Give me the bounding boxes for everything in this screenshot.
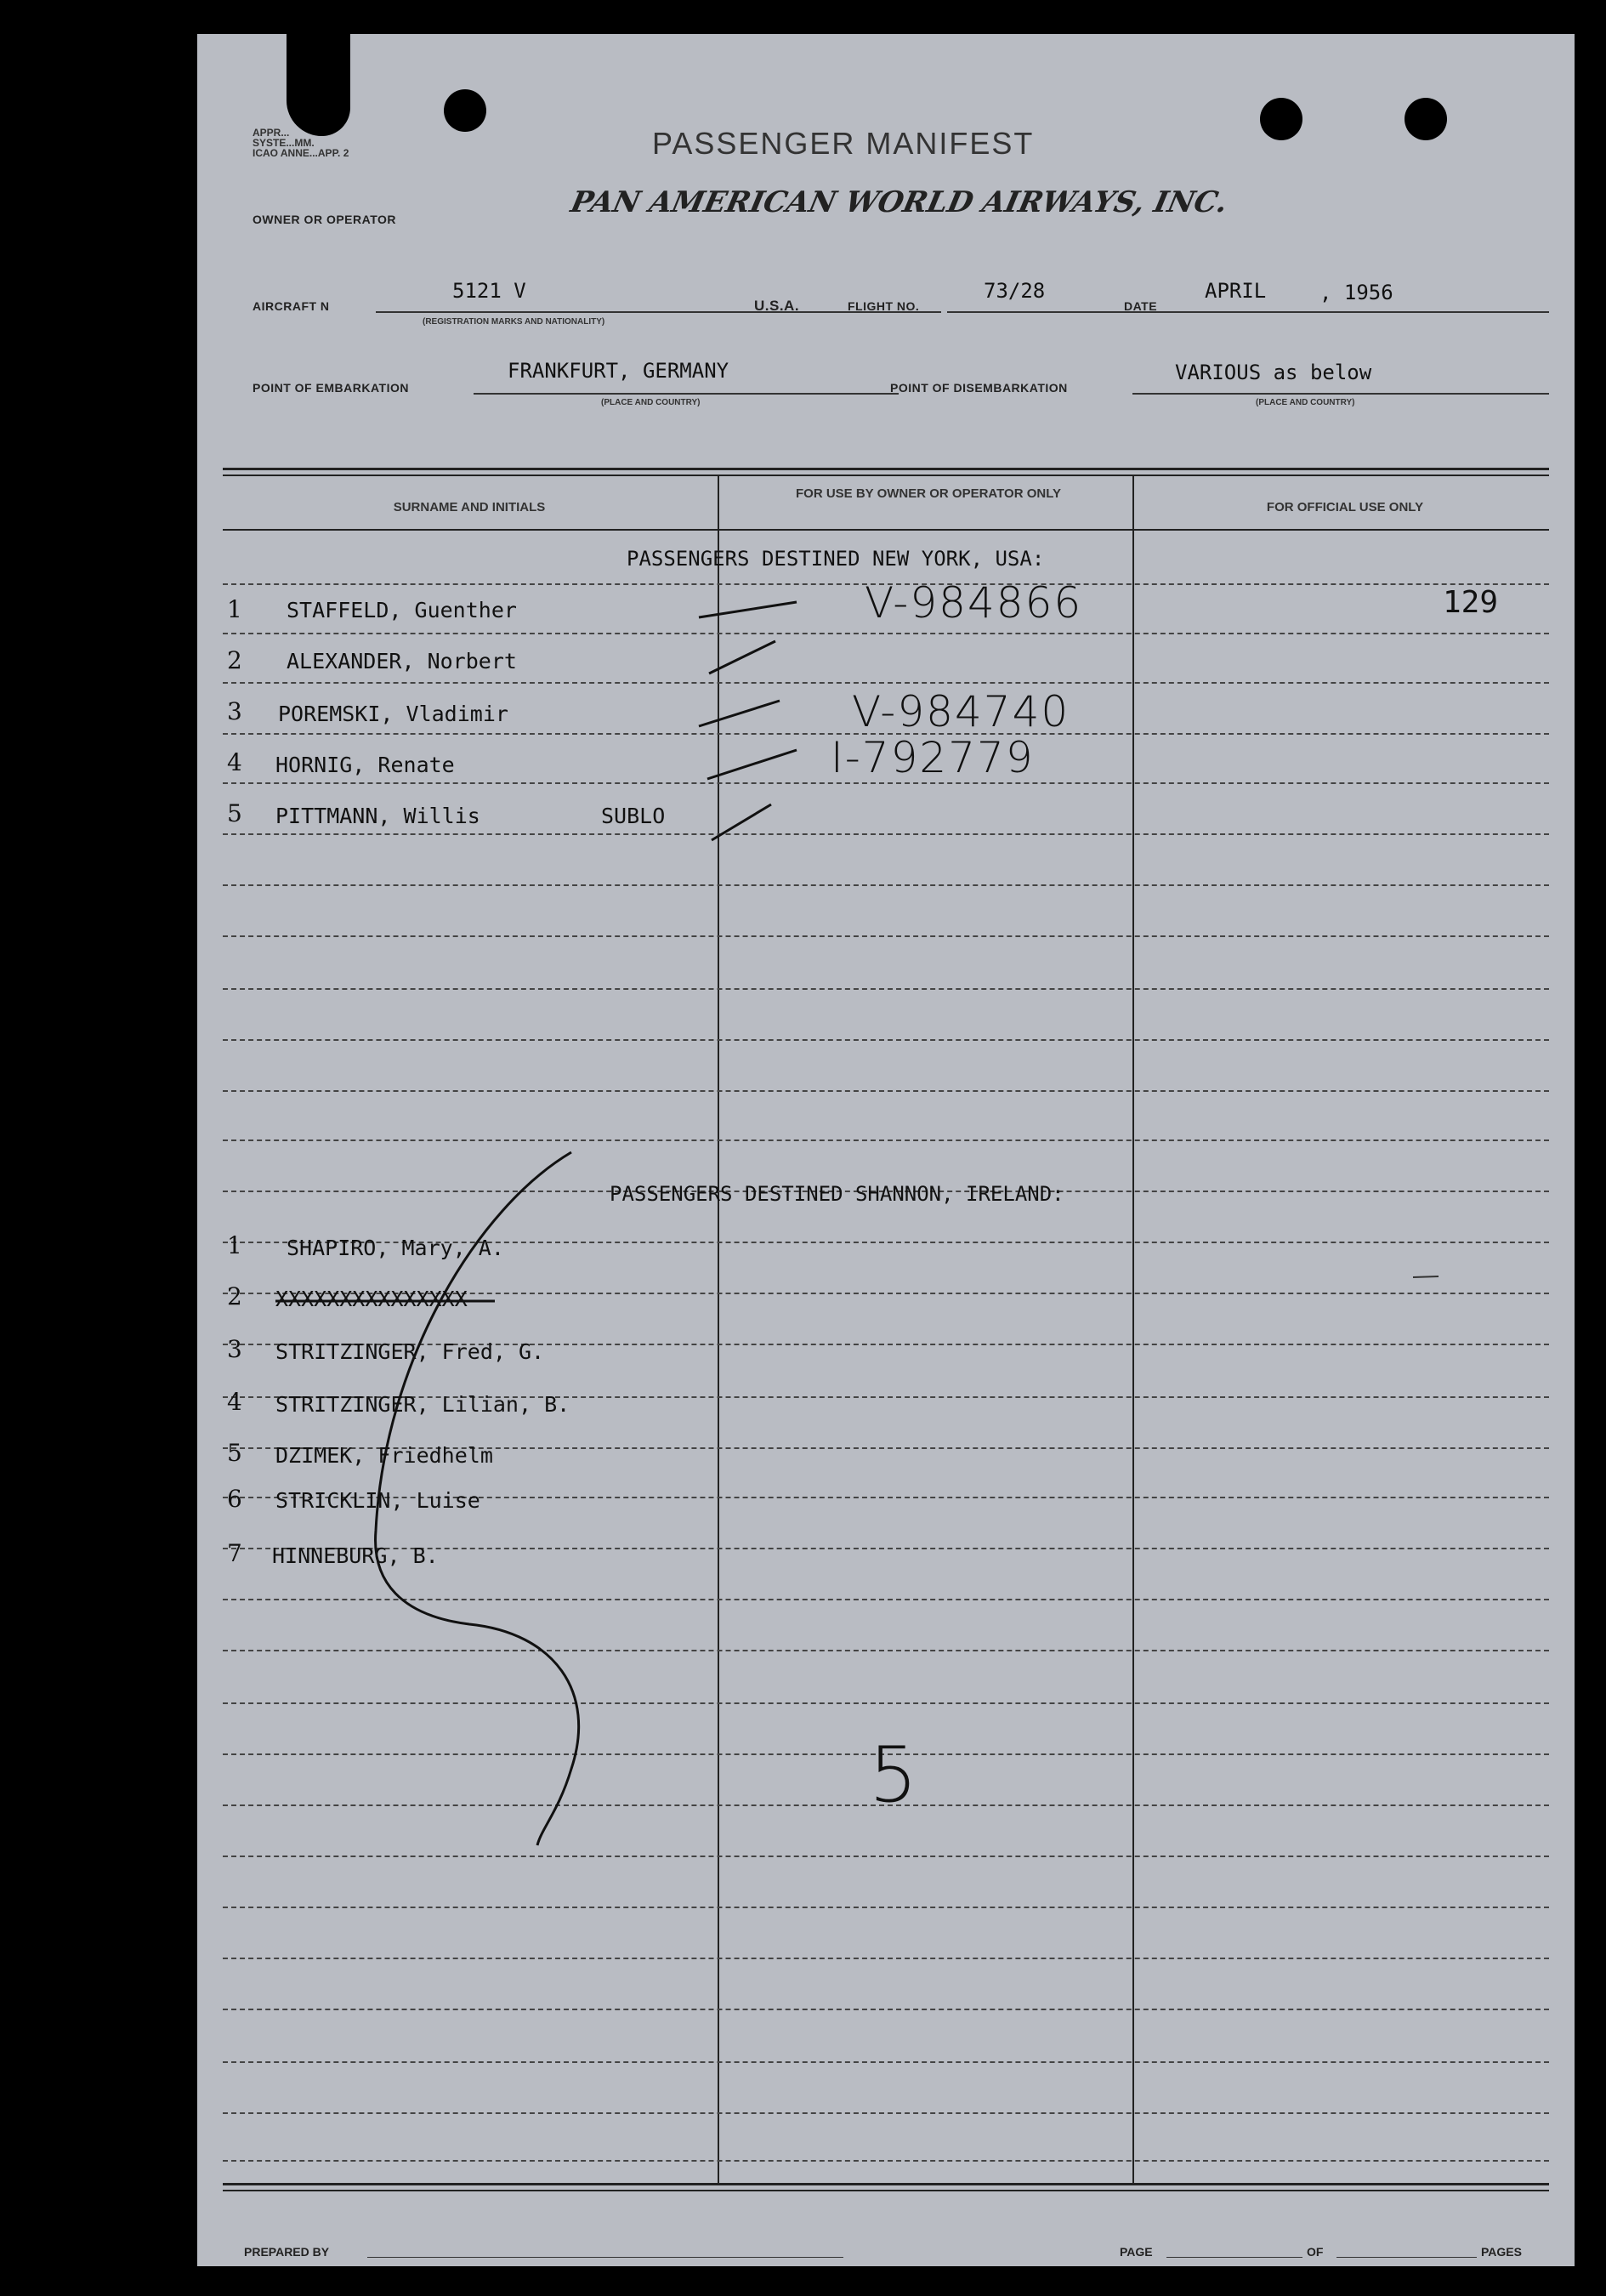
embark-label: POINT OF EMBARKATION — [253, 381, 409, 395]
passenger-name: STRICKLIN, Luise — [275, 1488, 480, 1513]
handwritten-visa-number: I-792779 — [831, 733, 1035, 782]
owner-label: OWNER OR OPERATOR — [253, 213, 396, 226]
embark-sub-label: (PLACE AND COUNTRY) — [601, 398, 701, 407]
passenger-name: HORNIG, Renate — [275, 753, 455, 777]
row-number: 4 — [227, 1388, 242, 1416]
passenger-name: ALEXANDER, Norbert — [287, 649, 517, 673]
aircraft-value: 5121 V — [452, 279, 526, 303]
official-number: 129 — [1443, 585, 1499, 620]
passenger-name-struck: XXXXXXXXXXXXXXX — [275, 1287, 468, 1311]
passenger-note: SUBLO — [601, 804, 666, 828]
disembark-label: POINT OF DISEMBARKATION — [890, 381, 1068, 395]
manifest-sheet — [197, 34, 1575, 2266]
dash-mark — [1413, 1276, 1439, 1277]
row-number: 2 — [227, 646, 242, 674]
check-mark — [699, 602, 797, 617]
column-header-names: SURNAME AND INITIALS — [393, 500, 546, 514]
flight-label: FLIGHT NO. — [848, 299, 920, 313]
pages-label: PAGES — [1481, 2245, 1522, 2259]
check-mark — [712, 804, 771, 840]
handwritten-visa-number: V-984740 — [852, 687, 1070, 736]
section-heading-shannon: PASSENGERS DESTINED SHANNON, IRELAND: — [610, 1182, 1064, 1206]
handwritten-visa-number: V-984866 — [865, 578, 1083, 628]
row-number: 1 — [227, 1231, 242, 1259]
row-number: 6 — [227, 1485, 242, 1513]
row-number: 3 — [227, 1335, 242, 1363]
check-mark — [709, 641, 775, 673]
prepared-by-label: PREPARED BY — [244, 2245, 330, 2259]
approval-line-2: SYSTE...MM. — [253, 137, 315, 149]
column-header-official-use: FOR OFFICIAL USE ONLY — [1266, 500, 1424, 514]
check-mark — [707, 750, 797, 779]
row-number: 1 — [227, 595, 242, 623]
flight-value: 73/28 — [984, 279, 1046, 303]
aircraft-sub-label: (REGISTRATION MARKS AND NATIONALITY) — [423, 317, 605, 327]
passenger-name: STRITZINGER, Lilian, B. — [275, 1392, 570, 1417]
page-label: PAGE — [1120, 2245, 1153, 2259]
page-title: PASSENGER MANIFEST — [652, 126, 1035, 161]
usa-label: U.S.A. — [754, 298, 800, 314]
passenger-name: STRITZINGER, Fred, G. — [275, 1339, 545, 1364]
passenger-name: SHAPIRO, Mary, A. — [287, 1236, 504, 1260]
handwritten-count: 5 — [869, 1731, 918, 1820]
passenger-name: HINNEBURG, B. — [272, 1543, 439, 1568]
passenger-name: DZIMEK, Friedhelm — [275, 1443, 493, 1468]
approval-line-3: ICAO ANNE...APP. 2 — [253, 147, 349, 159]
approval-line-1: APPR... — [253, 127, 290, 139]
date-month: APRIL — [1205, 279, 1267, 303]
disembark-sub-label: (PLACE AND COUNTRY) — [1256, 398, 1355, 407]
company-name: PAN AMERICAN WORLD AIRWAYS, INC. — [567, 185, 1231, 219]
aircraft-label: AIRCRAFT N — [253, 299, 330, 313]
row-number: 5 — [227, 799, 242, 827]
check-mark — [699, 701, 780, 726]
passenger-name: POREMSKI, Vladimir — [278, 702, 508, 726]
passenger-name: PITTMANN, Willis — [275, 804, 480, 828]
of-label: OF — [1307, 2245, 1324, 2259]
date-label: DATE — [1124, 299, 1158, 313]
row-number: 5 — [227, 1439, 242, 1467]
date-year: , 1956 — [1319, 281, 1393, 304]
row-number: 3 — [227, 697, 242, 725]
column-header-owner-use: FOR USE BY OWNER OR OPERATOR ONLY — [796, 486, 1061, 501]
row-number: 4 — [227, 748, 242, 776]
bracket-curve — [376, 1152, 579, 1845]
embark-value: FRANKFURT, GERMANY — [508, 359, 729, 383]
row-number: 7 — [227, 1539, 242, 1567]
passenger-name: STAFFELD, Guenther — [287, 598, 517, 622]
handwritten-marks — [197, 34, 1575, 2266]
section-heading-new-york: PASSENGERS DESTINED NEW YORK, USA: — [627, 547, 1045, 571]
row-number: 2 — [227, 1282, 242, 1310]
disembark-value: VARIOUS as below — [1175, 361, 1372, 384]
